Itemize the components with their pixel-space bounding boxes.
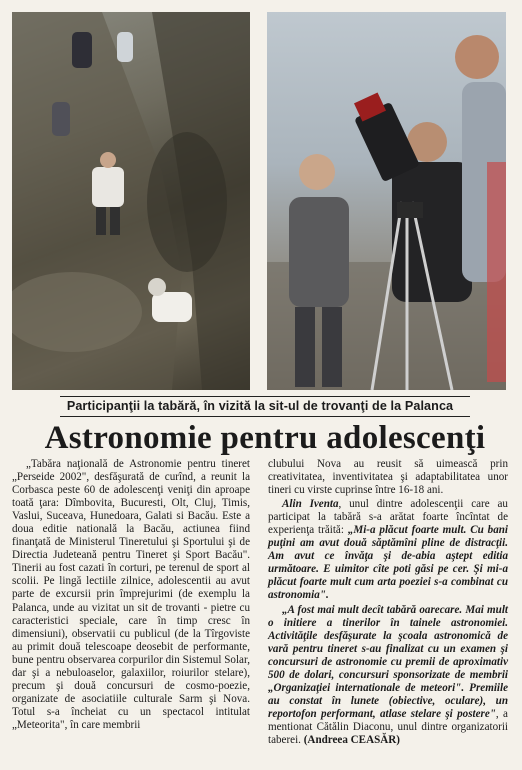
paragraph-text: , a mentionat Cătălin Diaconu, unul dintre organizatorii taberei.	[268, 707, 508, 746]
article-headline: Astronomie pentru adolescenţi	[44, 420, 486, 456]
paragraph: clubului Nova au reusit să uimească prin creativitatea, inventivitatea şi adaptabilitatea unor tineri cu virste cuprinse între 16-18 ani.	[268, 458, 508, 497]
paragraph-text: , unul dintre adolescenţii care au participat la tabără s-a arătat foarte încîntat de experienţa trăită:	[268, 498, 508, 537]
photo-telescope-observation-graphic	[267, 12, 506, 390]
quote: „Mi-a plăcut foarte mult. Cu bani puţini am avut două săptămîni pline de distracţii. Am avut ce învăţa şi de-abia aştept editia următoare. E uimitor cîte poti găsi pe cer. Şi mi-a plăcut foarte mult cum arta poeziei s-a combinat cu astronomia".	[268, 524, 508, 602]
paragraph	[268, 498, 508, 602]
author-signature: (Andreea CEASĂR)	[303, 733, 400, 746]
article-column-left	[12, 458, 250, 733]
paragraph	[268, 604, 508, 748]
photo-trovant-site-graphic	[12, 12, 250, 390]
photo-telescope-observation	[267, 12, 506, 390]
paragraph: „Tabăra naţională de Astronomie pentru tineret „Perseide 2002", desfăşurată de curînd, a reunit la Corbasca peste 60 de adolescenţi veniţi din aproape toată ţara: Dîmbovita, Bucuresti, Olt, Cluj, Timis, Vaslui, Suceava, Hunedoara, Galati si Bacău. Este a doua editie natională la Bacău, actiunea fiind finanţată de Ministerul Tineretului şi Sportului şi de Directia Judeteană pentru Tineret şi Sport Bacău". Tinerii au fost cazati în corturi, pe terenul de sport al scolii. Pe lingă lectiile zilnice, adolescentii au avut parte de excursii prin împrejurimi (de exemplu la Palanca, unde au vizitat un sit de trovanti - pietre cu caracteristici speciale, care în timp cresc în dimensiuni), observatii cu publicul (de la Tîrgoviste au primit două telescoape deosebit de performante, bune pentru observarea corpurilor din Sistemul Solar, dar şi a nebuloaselor, galaxiilor, roiurilor stelare), precum şi două concursuri de cosmo-poezie, organizate de asociatiile culturale Sarm şi Nova. Totul s-a încheiat cu un spectacol intitulat „Meteorita", în care membrii	[12, 458, 250, 731]
caption-rule-top	[60, 396, 470, 397]
article-column-right	[268, 458, 508, 748]
photo-trovant-site	[12, 12, 250, 390]
interviewee-name: Alin Iventa	[282, 498, 339, 511]
photo-caption: Participanţii la tabără, în vizită la sit-ul de trovanţi de la Palanca	[66, 399, 454, 413]
quote: „A fost mai mult decît tabără oarecare. Mai mult o initiere a tinerilor în tainele astronomiei. Activităţile desfăşurate la şcoala astronomică de vară pentru tineret s-au finalizat cu un examen şi concursuri de astronomie cu premii de aproximativ 500 de dolari, concursuri sponsorizate de membrii „Organizaţiei internationale de meteori". Premiile au constat în lunete (obiective, oculare), un reportofon performant, atlase stelare şi postere"	[268, 603, 508, 720]
caption-rule-bottom	[60, 416, 470, 417]
